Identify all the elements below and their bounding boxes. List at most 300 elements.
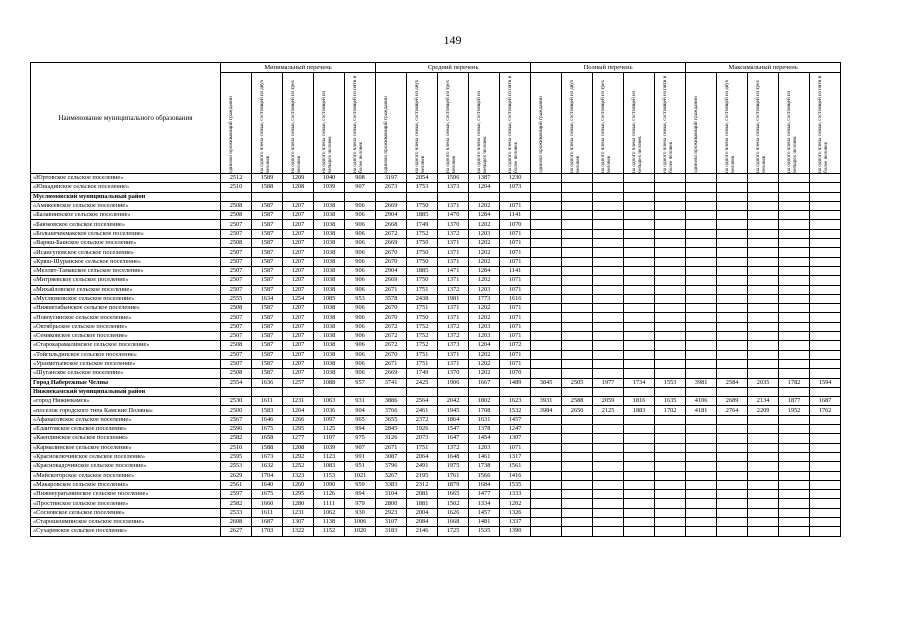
value-cell: 1587 (252, 211, 283, 220)
value-cell (810, 471, 841, 480)
value-cell (593, 527, 624, 536)
value-cell: 1230 (500, 174, 531, 183)
value-cell: 2073 (407, 434, 438, 443)
value-cell: 1750 (407, 257, 438, 266)
value-cell: 2672 (376, 322, 407, 331)
value-cell (748, 369, 779, 378)
value-cell (748, 239, 779, 248)
value-cell (531, 285, 562, 294)
municipality-name: «Елантовское сельское поселение» (31, 425, 221, 434)
value-cell (221, 387, 252, 396)
value-cell: 2125 (593, 406, 624, 415)
value-cell (655, 313, 686, 322)
value-cell: 1588 (252, 443, 283, 452)
municipality-name: «Михайловское сельское поселение» (31, 285, 221, 294)
value-cell: 2372 (407, 415, 438, 424)
value-cell (655, 462, 686, 471)
table-row (31, 266, 841, 275)
value-cell (779, 313, 810, 322)
value-cell: 1636 (252, 378, 283, 387)
value-cell (624, 294, 655, 303)
value-cell (531, 499, 562, 508)
value-cell: 1247 (500, 425, 531, 434)
value-cell: 2588 (562, 397, 593, 406)
value-cell (810, 322, 841, 331)
value-cell: 2491 (407, 462, 438, 471)
table-row (31, 499, 841, 508)
value-cell: 2668 (376, 220, 407, 229)
value-cell: 1083 (314, 462, 345, 471)
value-cell (779, 480, 810, 489)
value-cell (531, 490, 562, 499)
value-cell (717, 220, 748, 229)
value-cell: 1802 (469, 397, 500, 406)
value-cell: 1202 (469, 276, 500, 285)
table-row (31, 201, 841, 210)
value-cell (686, 350, 717, 359)
value-cell: 1587 (252, 266, 283, 275)
value-cell: 1039 (314, 183, 345, 192)
value-cell (779, 211, 810, 220)
value-cell (624, 174, 655, 183)
value-cell (593, 174, 624, 183)
value-cell: 1660 (252, 499, 283, 508)
value-cell: 1038 (314, 248, 345, 257)
value-cell: 2554 (221, 378, 252, 387)
value-cell (810, 192, 841, 201)
value-cell: 1021 (345, 471, 376, 480)
value-cell (438, 192, 469, 201)
value-cell: 1040 (314, 174, 345, 183)
value-cell: 1038 (314, 229, 345, 238)
value-cell: 1372 (438, 285, 469, 294)
value-cell (655, 266, 686, 275)
value-cell: 2512 (221, 174, 252, 183)
value-cell: 906 (345, 350, 376, 359)
municipality-name: «Муслюмовское сельское поселение» (31, 294, 221, 303)
value-cell: 2508 (221, 201, 252, 210)
value-cell (531, 369, 562, 378)
table-row (31, 174, 841, 183)
subcolumn-header: на одного члена семьи, состоящей из трех человек (438, 73, 469, 174)
value-cell (562, 304, 593, 313)
value-cell (686, 229, 717, 238)
value-cell (779, 443, 810, 452)
table-row (31, 285, 841, 294)
value-cell (624, 517, 655, 526)
value-cell (624, 192, 655, 201)
value-cell (593, 490, 624, 499)
value-cell (810, 350, 841, 359)
value-cell (655, 239, 686, 248)
value-cell: 2595 (221, 452, 252, 461)
value-cell: 906 (345, 239, 376, 248)
municipality-name: «Сухаревское сельское поселение» (31, 527, 221, 536)
value-cell (531, 332, 562, 341)
value-cell: 1266 (283, 415, 314, 424)
value-cell: 1204 (469, 341, 500, 350)
value-cell: 908 (345, 174, 376, 183)
value-cell: 2555 (221, 294, 252, 303)
value-cell: 1470 (438, 211, 469, 220)
value-cell: 1111 (314, 499, 345, 508)
value-cell (810, 332, 841, 341)
value-cell: 906 (345, 257, 376, 266)
value-cell: 1333 (500, 490, 531, 499)
value-cell (376, 192, 407, 201)
value-cell (562, 183, 593, 192)
value-cell: 1561 (500, 462, 531, 471)
table-row (31, 350, 841, 359)
value-cell (810, 517, 841, 526)
value-cell (748, 434, 779, 443)
value-cell: 2567 (221, 415, 252, 424)
value-cell (624, 220, 655, 229)
value-cell (686, 266, 717, 275)
value-cell (717, 425, 748, 434)
value-cell (748, 174, 779, 183)
value-cell: 2508 (221, 211, 252, 220)
value-cell: 1587 (252, 285, 283, 294)
value-cell (748, 517, 779, 526)
value-cell (748, 220, 779, 229)
value-cell (748, 452, 779, 461)
value-cell: 1616 (500, 294, 531, 303)
value-cell: 1071 (500, 285, 531, 294)
value-cell: 1202 (469, 369, 500, 378)
value-cell: 1702 (655, 406, 686, 415)
value-cell (686, 490, 717, 499)
value-cell: 906 (345, 266, 376, 275)
value-cell: 1761 (438, 471, 469, 480)
value-cell (655, 490, 686, 499)
value-cell: 994 (345, 490, 376, 499)
value-cell (748, 304, 779, 313)
value-cell: 1587 (252, 201, 283, 210)
value-cell (779, 341, 810, 350)
value-cell (562, 174, 593, 183)
value-cell (376, 387, 407, 396)
value-cell: 1207 (283, 201, 314, 210)
value-cell (624, 313, 655, 322)
table-row (31, 508, 841, 517)
value-cell (655, 211, 686, 220)
value-cell (655, 201, 686, 210)
value-cell: 1587 (252, 229, 283, 238)
value-cell: 1038 (314, 211, 345, 220)
value-cell (686, 201, 717, 210)
subcolumn-header: на одного члена семьи, состоящей из трех человек (283, 73, 314, 174)
value-cell (686, 174, 717, 183)
value-cell (531, 480, 562, 489)
value-cell: 1371 (438, 276, 469, 285)
value-cell: 1292 (283, 452, 314, 461)
value-cell: 1307 (500, 434, 531, 443)
value-cell (686, 527, 717, 536)
value-cell (531, 527, 562, 536)
value-cell: 2673 (376, 183, 407, 192)
value-cell: 1202 (469, 201, 500, 210)
value-cell (345, 192, 376, 201)
value-cell: 907 (345, 183, 376, 192)
value-cell (748, 183, 779, 192)
value-cell (748, 499, 779, 508)
value-cell: 1977 (593, 378, 624, 387)
value-cell: 1703 (252, 527, 283, 536)
value-cell: 1107 (314, 434, 345, 443)
value-cell: 1203 (469, 285, 500, 294)
value-cell (593, 425, 624, 434)
value-cell (624, 266, 655, 275)
value-cell: 931 (345, 397, 376, 406)
value-cell: 1751 (407, 285, 438, 294)
value-cell: 2508 (221, 239, 252, 248)
value-cell: 1535 (500, 480, 531, 489)
value-cell: 1203 (469, 332, 500, 341)
section-row (31, 378, 841, 387)
value-cell: 1751 (407, 359, 438, 368)
value-cell: 1885 (407, 211, 438, 220)
value-cell (624, 387, 655, 396)
value-cell (593, 276, 624, 285)
value-cell: 2627 (221, 527, 252, 536)
value-cell: 3981 (686, 378, 717, 387)
value-cell (686, 192, 717, 201)
value-cell: 2507 (221, 313, 252, 322)
value-cell (779, 220, 810, 229)
value-cell (531, 294, 562, 303)
value-cell: 1752 (407, 322, 438, 331)
table-row (31, 248, 841, 257)
table-row (31, 425, 841, 434)
value-cell: 1207 (283, 359, 314, 368)
value-cell: 994 (345, 425, 376, 434)
value-cell: 1640 (252, 480, 283, 489)
value-cell (593, 480, 624, 489)
value-cell: 1280 (283, 499, 314, 508)
value-cell: 2670 (376, 304, 407, 313)
municipality-name: «Варяш-Башское сельское поселение» (31, 239, 221, 248)
value-cell (655, 527, 686, 536)
value-cell (624, 285, 655, 294)
subcolumn-header: одиноко проживающий гражданин (531, 73, 562, 174)
value-cell: 1090 (314, 480, 345, 489)
value-cell: 1885 (407, 266, 438, 275)
municipality-name: Муслюмовский муниципальный район (31, 192, 221, 201)
value-cell (593, 266, 624, 275)
value-cell (624, 527, 655, 536)
value-cell (717, 248, 748, 257)
value-cell (655, 480, 686, 489)
value-cell: 2507 (221, 276, 252, 285)
subcolumn-header: на одного члена семьи, состоящей из двух человек (562, 73, 593, 174)
value-cell (717, 462, 748, 471)
municipality-name: «Шуганское сельское поселение» (31, 369, 221, 378)
value-cell: 1372 (438, 229, 469, 238)
value-cell (624, 248, 655, 257)
value-cell (624, 499, 655, 508)
value-cell: 1038 (314, 201, 345, 210)
value-cell: 1071 (500, 257, 531, 266)
value-cell (562, 350, 593, 359)
value-cell: 1207 (283, 229, 314, 238)
value-cell (779, 471, 810, 480)
value-cell: 1684 (469, 480, 500, 489)
value-cell (686, 211, 717, 220)
subcolumn-header: одиноко проживающий гражданин (221, 73, 252, 174)
value-cell (593, 201, 624, 210)
value-cell: 1416 (500, 471, 531, 480)
value-cell: 906 (345, 201, 376, 210)
subcolumn-header: на одного члена семьи, состоящей из четырех человек (624, 73, 655, 174)
value-cell: 2064 (407, 452, 438, 461)
value-cell (562, 443, 593, 452)
municipality-name: «Простинское сельское поселение» (31, 499, 221, 508)
value-cell: 1708 (469, 406, 500, 415)
value-cell: 1071 (500, 248, 531, 257)
value-cell: 3578 (376, 294, 407, 303)
value-cell: 906 (345, 359, 376, 368)
value-cell (779, 415, 810, 424)
value-cell: 1457 (500, 415, 531, 424)
value-cell: 965 (345, 415, 376, 424)
value-cell (779, 499, 810, 508)
group-header: Полный перечень (531, 63, 686, 73)
table-row (31, 397, 841, 406)
value-cell: 1036 (314, 406, 345, 415)
value-cell (624, 341, 655, 350)
value-cell (531, 415, 562, 424)
value-cell (252, 387, 283, 396)
value-cell: 1071 (500, 201, 531, 210)
value-cell: 1207 (283, 332, 314, 341)
value-cell: 1751 (407, 350, 438, 359)
subcolumn-header: на одного члена семьи, состоящей из пяти и более человек (345, 73, 376, 174)
value-cell (779, 276, 810, 285)
value-cell (748, 192, 779, 201)
value-cell: 1587 (252, 257, 283, 266)
value-cell: 2461 (407, 406, 438, 415)
value-cell: 1125 (314, 425, 345, 434)
value-cell (686, 248, 717, 257)
municipality-name: «Семяковское сельское поселение» (31, 332, 221, 341)
value-cell: 1071 (500, 276, 531, 285)
value-cell: 2530 (221, 397, 252, 406)
value-cell: 1038 (314, 304, 345, 313)
value-cell: 1071 (500, 239, 531, 248)
value-cell (686, 239, 717, 248)
value-cell (593, 304, 624, 313)
value-cell (779, 490, 810, 499)
value-cell: 2845 (376, 425, 407, 434)
value-cell (531, 434, 562, 443)
value-cell: 3107 (376, 517, 407, 526)
value-cell (748, 341, 779, 350)
value-cell: 1883 (624, 406, 655, 415)
value-cell (655, 183, 686, 192)
value-cell: 1138 (314, 517, 345, 526)
value-cell (655, 452, 686, 461)
value-cell (779, 462, 810, 471)
value-cell (810, 527, 841, 536)
value-cell (686, 425, 717, 434)
value-cell (624, 201, 655, 210)
value-cell (593, 294, 624, 303)
value-cell (655, 174, 686, 183)
value-cell: 1738 (469, 462, 500, 471)
value-cell: 1634 (252, 294, 283, 303)
value-cell: 959 (345, 480, 376, 489)
value-cell (810, 239, 841, 248)
value-cell (810, 248, 841, 257)
value-cell (593, 220, 624, 229)
value-cell (655, 369, 686, 378)
value-cell: 2672 (376, 341, 407, 350)
value-cell: 2533 (221, 508, 252, 517)
value-cell (283, 192, 314, 201)
value-cell: 1665 (438, 490, 469, 499)
value-cell: 1370 (438, 220, 469, 229)
value-cell (314, 192, 345, 201)
value-cell (624, 434, 655, 443)
value-cell (655, 220, 686, 229)
value-cell: 2507 (221, 359, 252, 368)
value-cell: 1734 (624, 378, 655, 387)
value-cell: 1202 (500, 499, 531, 508)
table-row (31, 406, 841, 415)
value-cell: 2081 (407, 490, 438, 499)
municipality-name: Город Набережные Челны (31, 378, 221, 387)
value-cell: 1371 (438, 201, 469, 210)
value-cell (779, 434, 810, 443)
value-cell (655, 192, 686, 201)
value-cell: 907 (345, 443, 376, 452)
value-cell (593, 517, 624, 526)
value-cell (624, 322, 655, 331)
value-cell: 1623 (500, 397, 531, 406)
value-cell (562, 341, 593, 350)
value-cell (686, 480, 717, 489)
subcolumn-header: на одного члена семьи, состоящей из четырех человек (314, 73, 345, 174)
value-cell (562, 527, 593, 536)
value-cell (655, 229, 686, 238)
value-cell: 1371 (438, 239, 469, 248)
table-row (31, 211, 841, 220)
value-cell: 1071 (500, 332, 531, 341)
value-cell: 1481 (469, 517, 500, 526)
value-cell: 1471 (438, 266, 469, 275)
value-cell (717, 322, 748, 331)
value-cell: 1749 (407, 369, 438, 378)
value-cell: 1085 (314, 294, 345, 303)
value-cell: 1675 (252, 425, 283, 434)
value-cell: 1202 (469, 257, 500, 266)
value-cell: 1070 (500, 369, 531, 378)
value-cell (717, 211, 748, 220)
value-cell (407, 387, 438, 396)
value-cell: 2507 (221, 350, 252, 359)
value-cell (624, 359, 655, 368)
value-cell (686, 415, 717, 424)
value-cell: 1373 (438, 341, 469, 350)
value-cell: 1981 (438, 294, 469, 303)
value-cell: 1751 (407, 443, 438, 452)
value-cell: 1207 (283, 285, 314, 294)
value-cell (810, 480, 841, 489)
value-cell (717, 313, 748, 322)
value-cell (593, 471, 624, 480)
value-cell (624, 462, 655, 471)
